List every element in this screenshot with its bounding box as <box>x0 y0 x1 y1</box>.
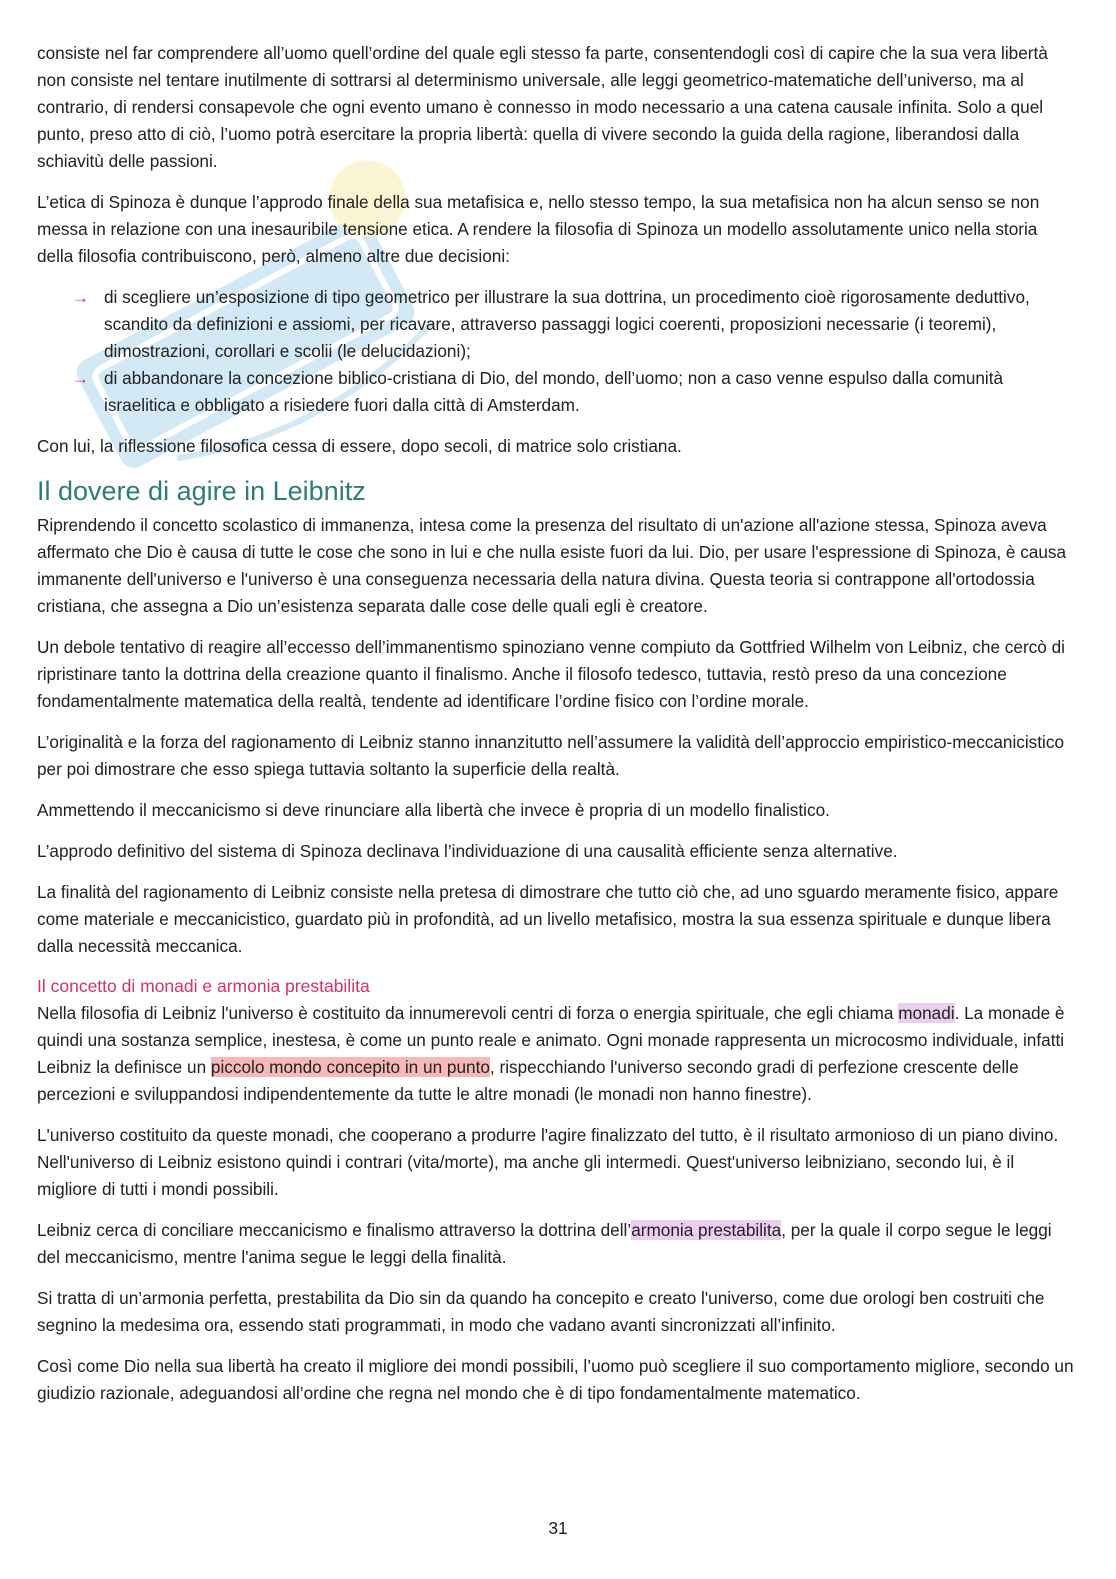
paragraph: Con lui, la riflessione filosofica cessa di essere, dopo secoli, di matrice solo cristiana. <box>37 436 682 456</box>
list-item-text: di scegliere un’esposizione di tipo geometrico per illustrare la sua dottrina, un procedimento cioè rigorosamente deduttivo, scandito da definizioni e assiomi, per ricavare, attraverso passaggi logici coerenti, proposizioni necessarie (i teoremi), dimostrazioni, corollari e scolii (le delucidazioni); <box>104 287 1030 361</box>
paragraph: Riprendendo il concetto scolastico di immanenza, intesa come la presenza del risultato di un'azione all'azione stessa, Spinoza aveva affermato che Dio è causa di tutte le cose che sono in lui e che nulla esiste fuori da lui. Dio, per usare l'espressione di Spinoza, è causa immanente dell'universo e l'universo è una conseguenza necessaria della natura divina. Questa teoria si contrappone all'ortodossia cristiana, che assegna a Dio un’esistenza separata dalle cose delle quali egli è creatore. <box>37 515 1067 616</box>
paragraph: consiste nel far comprendere all’uomo quell’ordine del quale egli stesso fa parte, consentendogli così di capire che la sua vera libertà non consiste nel tentare inutilmente di sottrarsi al determinismo universale, alle leggi geometrico-matematiche dell’universo, ma al contrario, di rendersi consapevole che ogni evento umano è connesso in modo necessario a una catena causale infinita. Solo a quel punto, preso atto di ciò, l’uomo potrà esercitare la propria libertà: quella di vivere secondo la guida della ragione, liberandosi dalla schiavitù delle passioni. <box>37 43 1048 171</box>
highlight-term: piccolo mondo concepito in un punto <box>210 1057 490 1077</box>
paragraph: Così come Dio nella sua libertà ha creato il migliore dei mondi possibili, l’uomo può scegliere il suo comportamento migliore, secondo un giudizio razionale, adeguandosi all’ordine che regna nel mondo che è di tipo fondamentalmente matematico. <box>37 1356 1074 1403</box>
page-number: 31 <box>548 1518 568 1538</box>
list-item <box>37 284 1077 365</box>
paragraph: L'universo costituito da queste monadi, che cooperano a produrre l'agire finalizzato del tutto, è il risultato armonioso di un piano divino. Nell'universo di Leibniz esistono quindi i contrari (vita/morte), ma anche gli intermedi. Quest'universo leibniziano, secondo lui, è il migliore di tutti i mondi possibili. <box>37 1125 1059 1199</box>
arrow-right-icon: → <box>72 369 89 388</box>
decision-list <box>37 284 1077 419</box>
list-item-text: di abbandonare la concezione biblico-cristiana di Dio, del mondo, dell’uomo; non a caso venne espulso dalla comunità israelitica e obbligato a risiedere fuori dalla città di Amsterdam. <box>104 368 1004 415</box>
arrow-right-icon: → <box>72 288 89 307</box>
text: , per la quale il corpo segue le leggi del meccanicismo, mentre l'anima segue le leggi della finalità. <box>37 1220 1052 1267</box>
section-heading: Il dovere di agire in Leibnitz <box>37 476 366 506</box>
paragraph <box>37 1000 1077 1108</box>
paragraph: Si tratta di un’armonia perfetta, prestabilita da Dio sin da quando ha concepito e creato l'universo, come due orologi ben costruiti che segnino la medesima ora, essendo stati programmati, in modo che vadano avanti sincronizzati all’infinito. <box>37 1288 1045 1335</box>
page-content <box>37 40 1077 1421</box>
list-item <box>37 365 1077 419</box>
paragraph: Ammettendo il meccanicismo si deve rinunciare alla libertà che invece è propria di un modello finalistico. <box>37 800 830 820</box>
highlight-term: monadi <box>898 1003 955 1023</box>
paragraph: Un debole tentativo di reagire all’eccesso dell’immanentismo spinoziano venne compiuto da Gottfried Wilhelm von Leibniz, che cercò di ripristinare tanto la dottrina della creazione quanto il finalismo. Anche il filosofo tedesco, tuttavia, restò preso da una concezione fondamentalmente matematica della realtà, tendente ad identificare l’ordine fisico con l’ordine morale. <box>37 637 1065 711</box>
paragraph <box>37 1217 1077 1271</box>
paragraph: L’originalità e la forza del ragionamento di Leibniz stanno innanzitutto nell’assumere la validità dell’approccio empiristico-meccanicistico per poi dimostrare che esso spiega tuttavia soltanto la superficie della realtà. <box>37 732 1065 779</box>
subsection-heading: Il concetto di monadi e armonia prestabilita <box>37 976 370 996</box>
paragraph: La finalità del ragionamento di Leibniz consiste nella pretesa di dimostrare che tutto ciò che, ad uno sguardo meramente fisico, appare come materiale e meccanicistico, guardato più in profondità, ad un livello metafisico, mostra la sua essenza spirituale e dunque libera dalla necessità meccanica. <box>37 882 1059 956</box>
text: , rispecchiando l'universo secondo gradi di perfezione crescente delle percezioni e sviluppandosi indipendentemente da tutte le altre monadi (le monadi non hanno finestre). <box>37 1057 1019 1104</box>
text: Leibniz cerca di conciliare meccanicismo e finalismo attraverso la dottrina dell’ <box>37 1220 632 1240</box>
paragraph: L’etica di Spinoza è dunque l’approdo finale della sua metafisica e, nello stesso tempo, la sua metafisica non ha alcun senso se non messa in relazione con una inesauribile tensione etica. A rendere la filosofia di Spinoza un modello assolutamente unico nella storia della filosofia contribuiscono, però, almeno altre due decisioni: <box>37 192 1040 266</box>
paragraph: L’approdo definitivo del sistema di Spinoza declinava l’individuazione di una causalità efficiente senza alternative. <box>37 841 898 861</box>
text: . La monade è quindi una sostanza semplice, inestesa, è come un punto reale e animato. Ogni monade rappresenta un microcosmo individuale, infatti Leibniz la definisce un <box>37 1003 1065 1077</box>
text: Nella filosofia di Leibniz l'universo è costituito da innumerevoli centri di forza o energia spirituale, che egli chiama <box>37 1003 899 1023</box>
highlight-term: armonia prestabilita <box>631 1220 782 1240</box>
